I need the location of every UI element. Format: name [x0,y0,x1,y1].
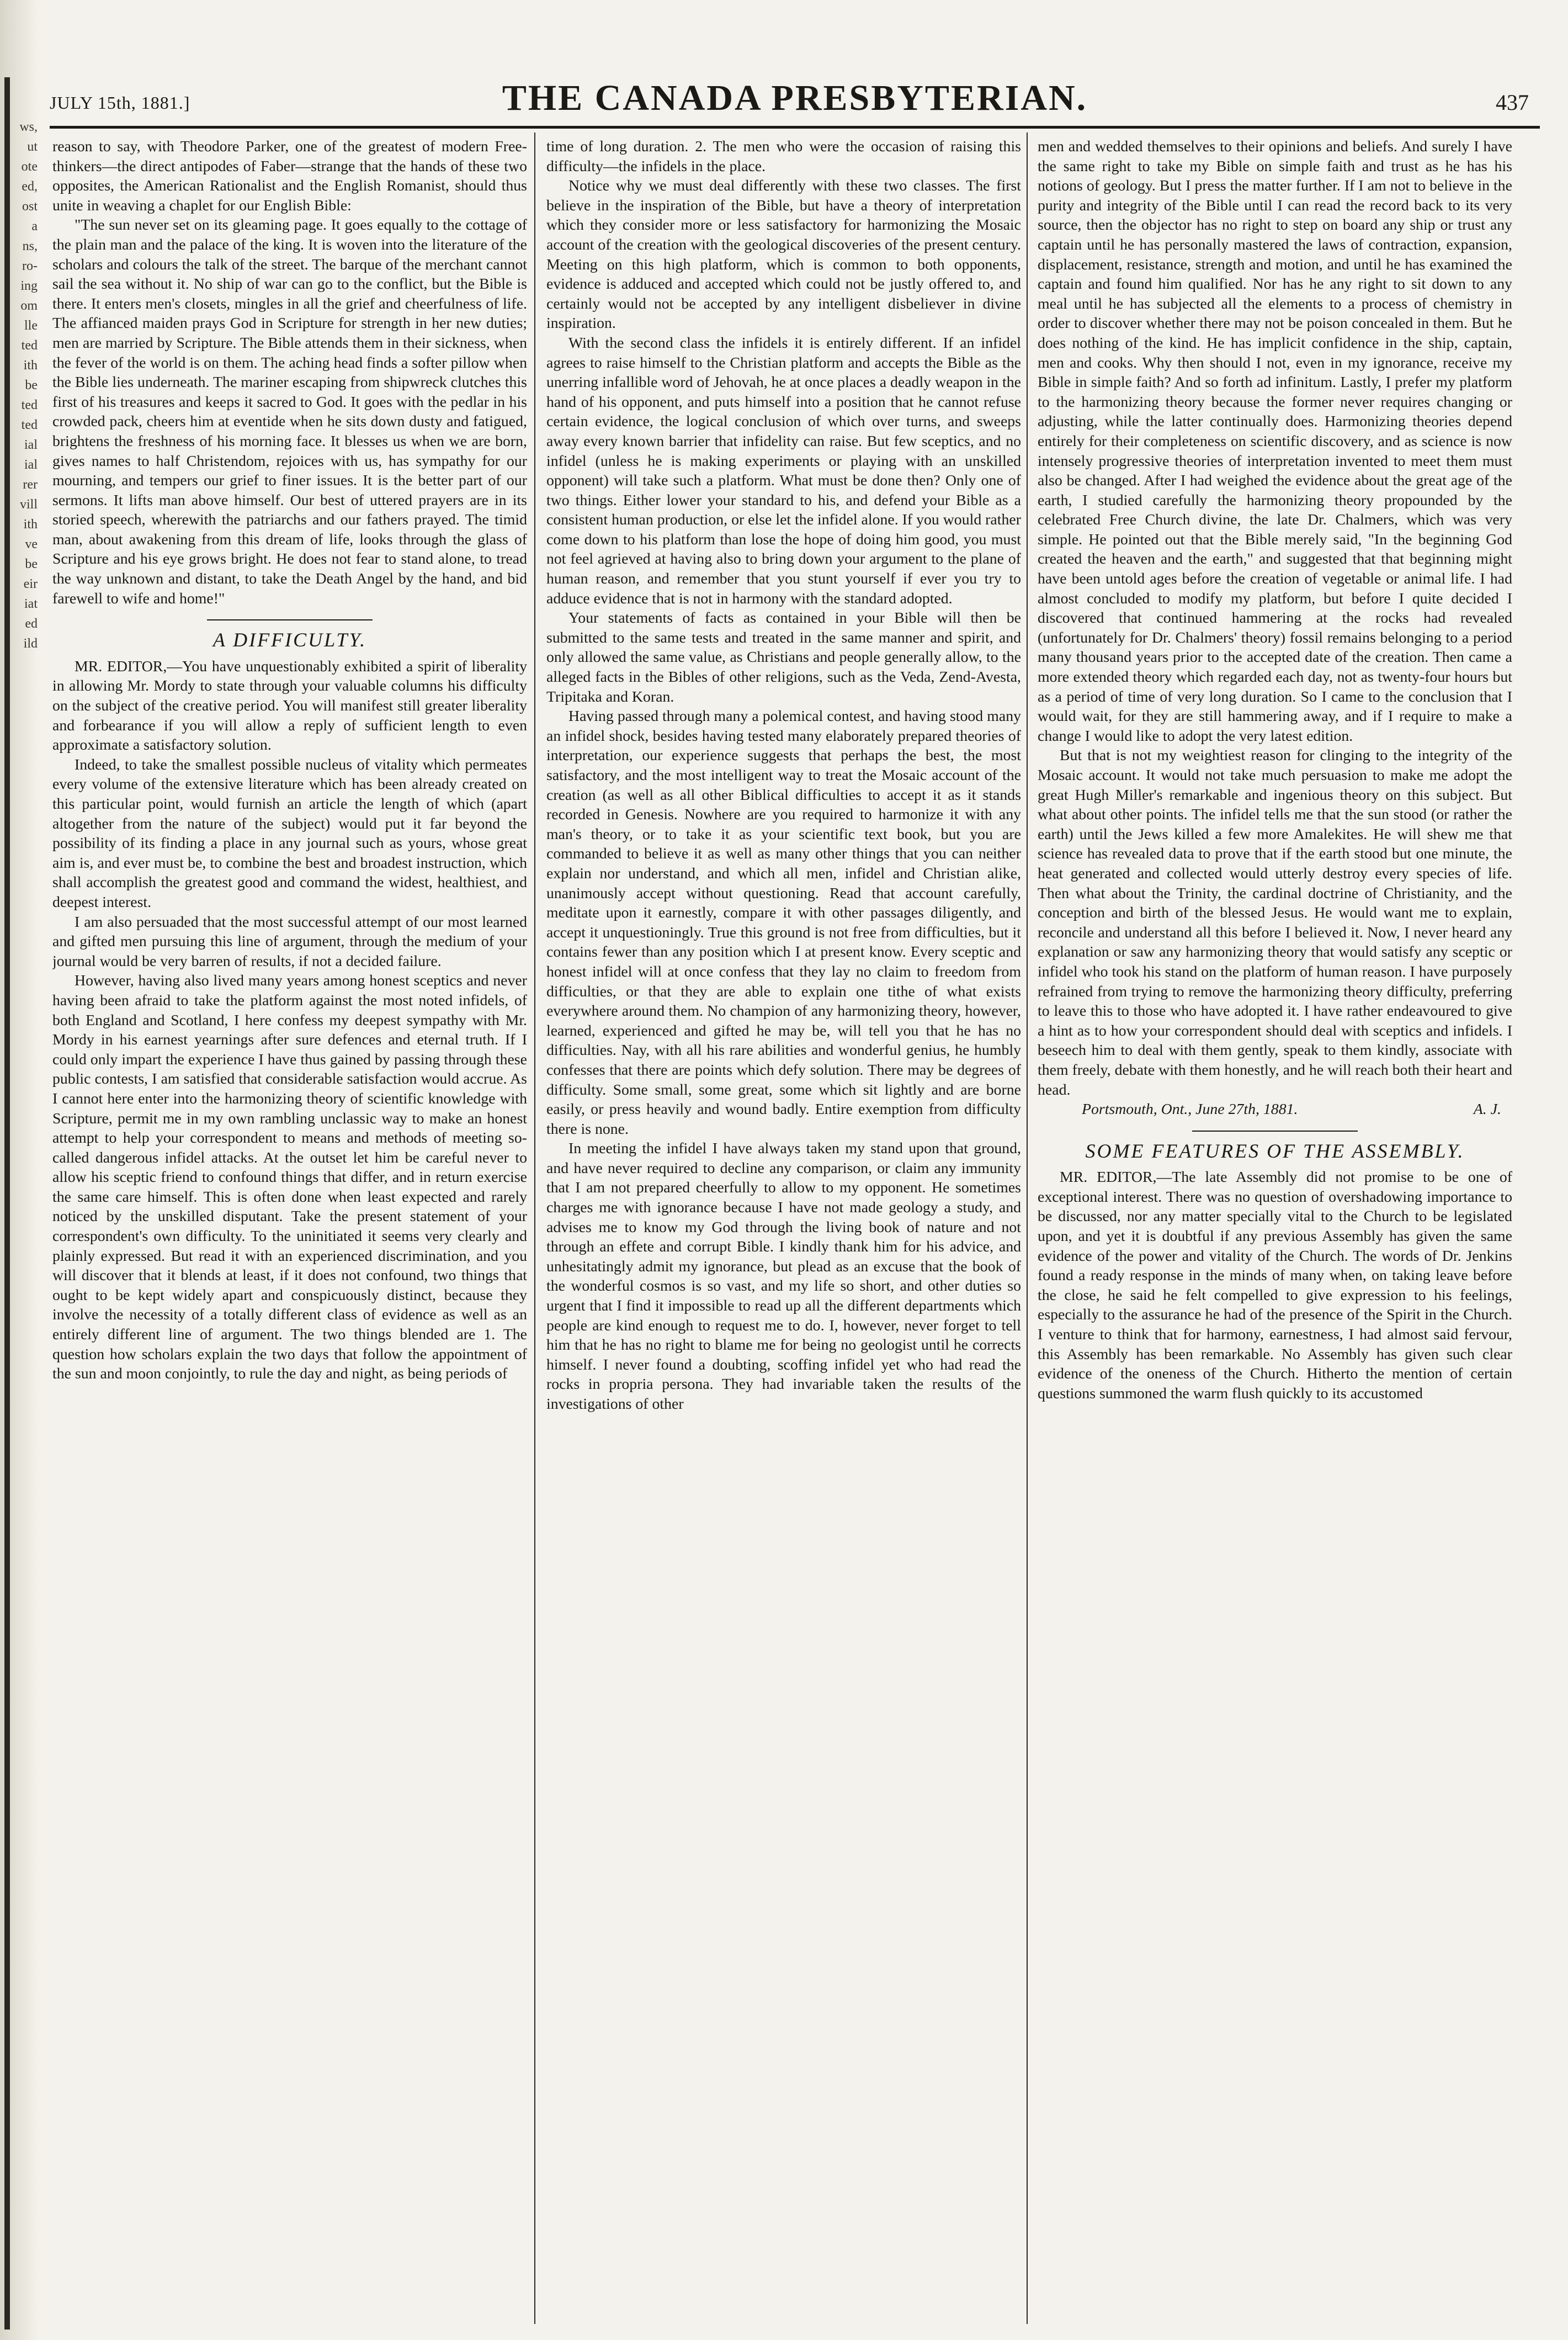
margin-fragment: ted [21,398,38,412]
paragraph: Notice why we must deal differently with these two classes. The first believe in the inspiration of the Bible, but have a theory of interpretation which they consider more or less satisfactory for harmonizing the Mosaic account of the creation with the geological discoveries of the present century. Meeting on this high platform, which is common to both opponents, evidence is adduced and accepted which could not be justly offered to, and certainly would not be accepted by any intelligent disbeliever in divine inspiration. [546,177,1021,332]
margin-fragment: be [25,557,38,571]
page-header [50,55,1540,118]
paragraph: But that is not my weightiest reason for clinging to the integrity of the Mosaic account. It would not take much persuasion to make me adopt the great Hugh Miller's remarkable and ingenious theory on this subject. But what about other points. The infidel tells me that the sun stood (or rather the earth) until the Jews killed a few more Amalekites. He will shew me that science has revealed data to prove that if the earth stood but one minute, the heat generated and collected would utterly destroy every species of life. Then what about the Trinity, the cardinal doctrine of Christianity, and the conception and birth of the blessed Jesus. He would want me to explain, reconcile and understand all this before I believed it. Now, I never heard any explanation or saw any harmonizing theory that would satisfy any sceptic or infidel who took his stand on the platform of human reason. I have purposely refrained from trying to remove the harmonizing theory difficulty, preferring to leave this to those who have adopted it. I have rather endeavoured to give a hint as to how your correspondent should deal with sceptics and infidels. I beseech him to deal with them gently, speak to them kindly, associate with them freely, debate with them honestly, and he will reach both their heart and head. [1038,747,1512,1099]
margin-fragment: ted [21,338,38,353]
paragraph: MR. EDITOR,—You have unquestionably exhibited a spirit of liberality in allowing Mr. Mordy to state through your valuable columns his difficulty on the subject of the creative period. You will manifest still greater liberality and forbearance if you will allow a reply of sufficient length to even approximate a satisfactory solution. [52,657,527,754]
paragraph: Having passed through many a polemical contest, and having stood many an infidel shock, besides having tested many elaborately prepared theories of interpretation, our experience suggests that perhaps the best, the most satisfactory, and the most intelligent way to treat the Mosaic account of the creation (as well as all other Biblical difficulties to accept it as it stands recorded in Genesis. Nowhere are you required to harmonize it with any man's theory, or to take it as your scientific text book, but you are commanded to believe it as well as many other things that you can neither explain nor understand, and which all men, infidel and Christian alike, unanimously accept without questioning. Read that account carefully, meditate upon it earnestly, compare it with other passages diligently, and accept it unquestioningly. True this ground is not free from difficulties, but it contains fewer than any position which I at present know. Every sceptic and honest infidel will at once confess that they lay no claim to freedom from difficulties, or that they are able to explain one tithe of what exists everywhere around them. No champion of any harmonizing theory, however, learned, experienced and gifted he may be, will tell you that he has no difficulties. Nay, with all his rare abilities and wonderful genius, he humbly confesses that there are points which defy solution. There may be degrees of difficulty. Some small, some great, some which sit lightly and are borne easily, or press heavily and wound badly. Entire exemption from difficulty there is none. [546,708,1021,1138]
margin-fragment: ed [25,617,38,631]
margin-fragment: lle [24,319,38,333]
paragraph: men and wedded themselves to their opinions and beliefs. And surely I have the same right to take my Bible on simple faith and trust as he has his notions of geology. But I press the matter further. If I am not to believe in the purity and integrity of the Bible until I can read the record back to its very source, then the objector has no right to step on board any ship or trust any captain until he has personally mastered the laws of contraction, expansion, displacement, resistance, strength and motion, and until he has examined the captain and found him qualified. Nor has he any right to sit down to any meal until he has subjected all the elements to a process of chemistry in order to discover whether there may not be poison concealed in them. But he does nothing of the kind. He has implicit confidence in the ship, captain, men and cooks. Why then should I not, even in my ignorance, receive my Bible in simple faith? And so forth ad infinitum. Lastly, I prefer my platform to the harmonizing theory because the former never requires changing or adjusting, while the latter continually does. Harmonizing theories depend entirely for their completeness on scientific discovery, and as science is now intensely progressive theories of interpretation invented to meet them must also be changed. After I had weighed the evidence about the great age of the earth, I studied carefully the harmonizing theory propounded by the celebrated Free Church divine, the late Dr. Chalmers, which was very simple. He pointed out that the Bible merely said, "In the beginning God created the heaven and the earth," and suggested that that beginning might have been untold ages before the creation of vegetable or animal life. I had almost concluded to modify my platform, but before I quite decided I discovered that continued hammering at the rocks had revealed (unfortunately for Dr. Chalmers' theory) fossil remains belonging to a period many thousand years prior to the accepted date of the creation. Then came a more extended theory which regarded each day, not as twenty-four hours but as a period of time of very long duration. So I came to the conclusion that I would wait, for they are still hammering away, and if I require to make a change I would like to adopt the very latest edition. [1038,138,1512,745]
paragraph: reason to say, with Theodore Parker, one of the greatest of modern Free-thinkers—the direct antipodes of Faber—strange that the hands of these two opposites, the American Rationalist and the English Romanist, should thus unite in weaving a chaplet for our English Bible: [52,138,527,214]
paragraph: Your statements of facts as contained in your Bible will then be submitted to the same tests and treated in the same manner and spirit, and only allowed the same value, as Christians and people generally allow, to the alleged facts in the Bibles of other religions, such as the Veda, Zend-Avesta, Tripitaka and Koran. [546,609,1021,705]
margin-fragment: ted [21,418,38,432]
issue-date: JULY 15th, 1881.] [50,93,190,113]
margin-fragment: ro- [22,259,38,273]
column-1 [52,137,527,2323]
signature-line [1038,1100,1512,1119]
section-rule [1192,1131,1358,1132]
paragraph: Indeed, to take the smallest possible nucleus of vitality which permeates every volume of the extensive literature which has been already created on this particular point, would furnish an article the length of which (apart altogether from the nature of the subject) would put it far beyond the possibility of its finding a place in any journal such as yours, whose great aim is, and ever must be, to combine the best and broadest instruction, which shall accomplish the greatest good and command the widest, healthiest, and deepest interest. [52,756,527,911]
paragraph: MR. EDITOR,—The late Assembly did not promise to be one of exceptional interest. There was no question of overshadowing importance to be discussed, nor any matter specially vital to the Church to be legislated upon, and yet it is doubtful if any previous Assembly has given the same evidence of the power and vitality of the Church. The words of Dr. Jenkins found a ready response in the minds of many when, on taking leave before the close, he said he felt compelled to give expression to his feelings, especially to the assurance he had of the presence of the Spirit in the Church. I venture to think that for harmony, earnestness, I had almost said fervour, this Assembly has been remarkable. No Assembly has given such clear evidence of the oneness of the Church. Hitherto the mention of certain questions summoned the warm flush quickly to its accustomed [1038,1169,1512,1402]
article-heading: A DIFFICULTY. [212,629,367,651]
paragraph: time of long duration. 2. The men who were the occasion of raising this difficulty—the infidels in the place. [546,138,1021,175]
paragraph: However, having also lived many years among honest sceptics and never having been afraid to take the platform against the most noted infidels, of both England and Scotland, I here confess my deepest sympathy with Mr. Mordy in his earnest yearnings after sure defences and eternal truth. If I could only impart the experience I have thus gained by passing through these public contests, I am satisfied that considerable satisfaction would accrue. As I cannot here enter into the harmonizing theory of scientific knowledge with Scripture, permit me in my own rambling unclassic way to make an honest attempt to help your correspondent to means and methods of meeting so-called dangerous infidel attacks. At the outset let him be careful never to allow his sceptic friend to confound things that differ, and in return exercise the same care himself. This is often done when least expected and rarely noticed by the unskilled disputant. Take the present statement of your correspondent's own difficulty. To the uninitiated it seems very clearly and plainly expressed. But read it with an experienced discrimination, and you will discover that it blends at least, if it does not confound, two things that ought to be kept widely apart and conspicuously distinct, because they involve the necessity of a totally different class of evidence as well as an entirely different line of argument. The two things blended are 1. The question how scholars explain the two days that follow the appointment of the sun and moon conjointly, to rule the day and night, as being periods of [52,972,527,1383]
quotation-paragraph: "The sun never set on its gleaming page. It goes equally to the cottage of the plain man and the palace of the king. It is woven into the literature of the scholars and colours the talk of the street. The barque of the merchant cannot sail the sea without it. No ship of war can go to the conflict, but the Bible is there. It enters men's closets, mingles in all the grief and cheerfulness of life. The affianced maiden prays God in Scripture for strength in her new duties; men are married by Scripture. The Bible attends them in their sickness, when the fever of the world is on them. The aching head finds a softer pillow when the Bible lies underneath. The mariner escaping from shipwreck clutches this first of his treasures and keeps it sacred to God. It goes with the pedlar in his crowded pack, cheers him at eventide when he sits down dusty and fatigued, brightens the freshness of his morning face. It blesses us when we are born, gives names to half Christendom, rejoices with us, has sympathy for our mourning, and tempers our grief to finer issues. It is the better part of our sermons. It lifts man above himself. Our best of uttered prayers are in its storied speech, wherewith the patriarchs and our fathers prayed. The timid man, about awakening from this dream of life, looks through the glass of Scripture and his eye grows bright. He does not fear to stand alone, to tread the way unknown and distant, to take the Death Angel by the hand, and bid farewell to wife and home!" [52,216,527,607]
margin-fragment: ve [25,537,38,551]
binding-edge [4,77,10,2330]
column-3 [1038,137,1512,2323]
header-rule [50,126,1540,129]
margin-fragment: a [31,219,38,234]
margin-fragment: ut [27,140,38,154]
margin-fragment: ws, [19,120,38,134]
article-heading: SOME FEATURES OF THE ASSEMBLY. [1085,1139,1465,1162]
column-2 [546,137,1021,2323]
signature-name: A. J. [1473,1101,1501,1118]
paragraph: With the second class the infidels it is entirely different. If an infidel agrees to raise himself to the Christian platform and accepts the Bible as the unerring infallible word of Jehovah, he at once places a deadly weapon in the hand of his opponent, and puts himself into a position that he cannot refuse certain evidence, the logical conclusion of which over turns, and sweeps away every known barrier that infidelity can raise. But few sceptics, and no infidel (unless he is making experiments or playing with an unskilled opponent) will take such a platform. What must be done then? Only one of two things. Either lower your standard to his, and defend your Bible as a consistent human production, or else let the infidel alone. If you would rather come down to his platform than lose the hope of doing him good, you must not feel agrieved at having also to bring down your argument to the plane of human reason, and remember that you stunt yourself if ever you try to adduce evidence that is not in harmony with the standard adopted. [546,334,1021,607]
column-divider [534,132,535,2324]
margin-fragment: eir [23,577,38,591]
margin-fragment: ns, [22,239,38,253]
margin-fragment: ost [22,199,38,214]
margin-fragment: ith [23,358,38,373]
margin-fragment: be [25,378,38,392]
signature-place: Portsmouth, Ont., June 27th, 1881. [1082,1101,1298,1118]
margin-fragment: ed, [22,179,38,194]
margin-fragment: iat [24,597,38,611]
margin-fragment: ith [23,517,38,532]
margin-fragment: ial [24,438,38,452]
margin-fragment: ote [21,160,38,174]
page-number: 437 [1496,90,1529,115]
column-divider [1027,132,1028,2324]
paragraph: In meeting the infidel I have always taken my stand upon that ground, and have never required to decline any comparison, or claim any immunity that I am not prepared cheerfully to allow to my opponent. He sometimes charges me with ignorance because I have not made geology a study, and advises me to know my God through the living book of nature and not through an effete and corrupt Bible. I kindly thank him for his advice, and unhesitatingly admit my ignorance, but plead as an excuse that the book of the wonderful cosmos is so vast, and my life so short, and other duties so urgent that I find it impossible to read up all the different departments which people are kind enough to request me to do. I, however, never forget to tell him that he has no right to blame me for being no geologist until he corrects himself. I never found a doubting, scoffing infidel yet who had read the rocks in propria persona. They had invariable taken the results of the investigations of other [546,1140,1021,1413]
margin-fragment: ing [20,279,38,293]
paragraph: I am also persuaded that the most successful attempt of our most learned and gifted men pursuing this line of argument, through the medium of your journal would be very barren of results, if not a decided failure. [52,913,527,970]
margin-fragment: om [20,299,38,313]
margin-fragment: ild [23,636,38,651]
section-rule [207,619,373,620]
binding-gutter [0,0,39,2340]
newspaper-title: THE CANADA PRESBYTERIAN. [502,78,1088,118]
margin-fragment: rer [23,477,38,492]
margin-fragment: vill [19,497,38,512]
margin-fragment: ial [24,458,38,472]
